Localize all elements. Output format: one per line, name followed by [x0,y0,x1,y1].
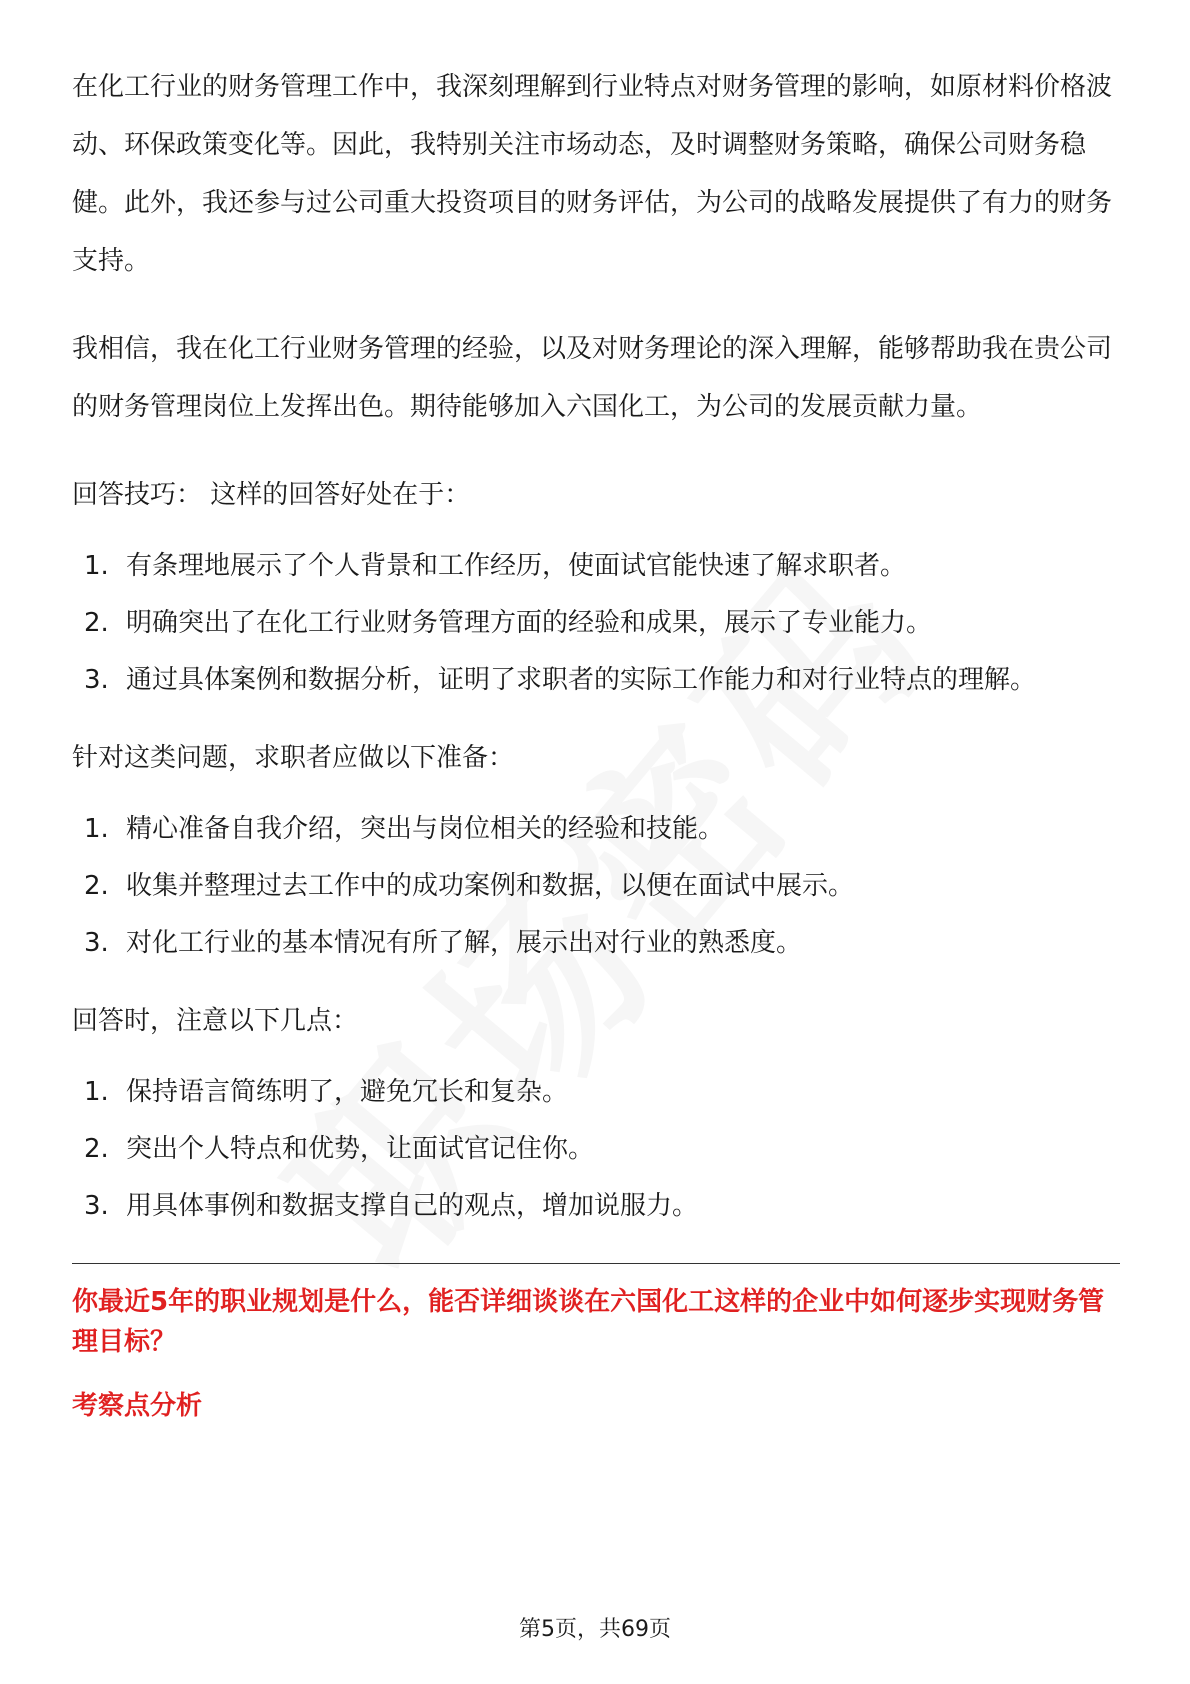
analysis-heading: 考察点分析 [72,1391,203,1421]
content [72,58,1120,1426]
tips-heading: 回答技巧： 这样的回答好处在于： [72,480,471,510]
list-item: 3. 用具体事例和数据支撑自己的观点，增加说服力。 [84,1191,699,1221]
list-item: 1. 有条理地展示了个人背景和工作经历，使面试官能快速了解求职者。 [84,551,907,581]
page-number: 第5页，共69页 [519,1617,671,1642]
prep-heading: 针对这类问题，求职者应做以下准备： [72,743,515,773]
paragraph-conclusion: 我相信，我在化工行业财务管理的经验，以及对财务理论的深入理解，能够帮助我在贵公司的财务管理岗位上发挥出色。期待能够加入六国化工，为公司的发展贡献力量。 [72,334,1113,422]
list-item: 2. 明确突出了在化工行业财务管理方面的经验和成果，展示了专业能力。 [84,608,933,638]
notes-heading: 回答时，注意以下几点： [72,1006,359,1036]
list-item: 2. 收集并整理过去工作中的成功案例和数据，以便在面试中展示。 [84,871,855,901]
list-item: 3. 通过具体案例和数据分析，证明了求职者的实际工作能力和对行业特点的理解。 [84,665,1037,695]
section-divider [72,1263,1120,1264]
list-item: 1. 精心准备自我介绍，突出与岗位相关的经验和技能。 [84,814,725,844]
interview-question: 你最近5年的职业规划是什么，能否详细谈谈在六国化工这样的企业中如何逐步实现财务管理目标？ [72,1287,1105,1357]
notes-list [72,1064,1120,1235]
list-item: 2. 突出个人特点和优势，让面试官记住你。 [84,1134,595,1164]
tips-list [72,538,1120,709]
list-item: 3. 对化工行业的基本情况有所了解，展示出对行业的熟悉度。 [84,928,803,958]
list-item: 1. 保持语言简练明了，避免冗长和复杂。 [84,1077,569,1107]
prep-list [72,801,1120,972]
paragraph-experience: 在化工行业的财务管理工作中，我深刻理解到行业特点对财务管理的影响，如原材料价格波动、环保政策变化等。因此，我特别关注市场动态，及时调整财务策略，确保公司财务稳健。此外，我还参与过公司重大投资项目的财务评估，为公司的战略发展提供了有力的财务支持。 [72,72,1113,276]
